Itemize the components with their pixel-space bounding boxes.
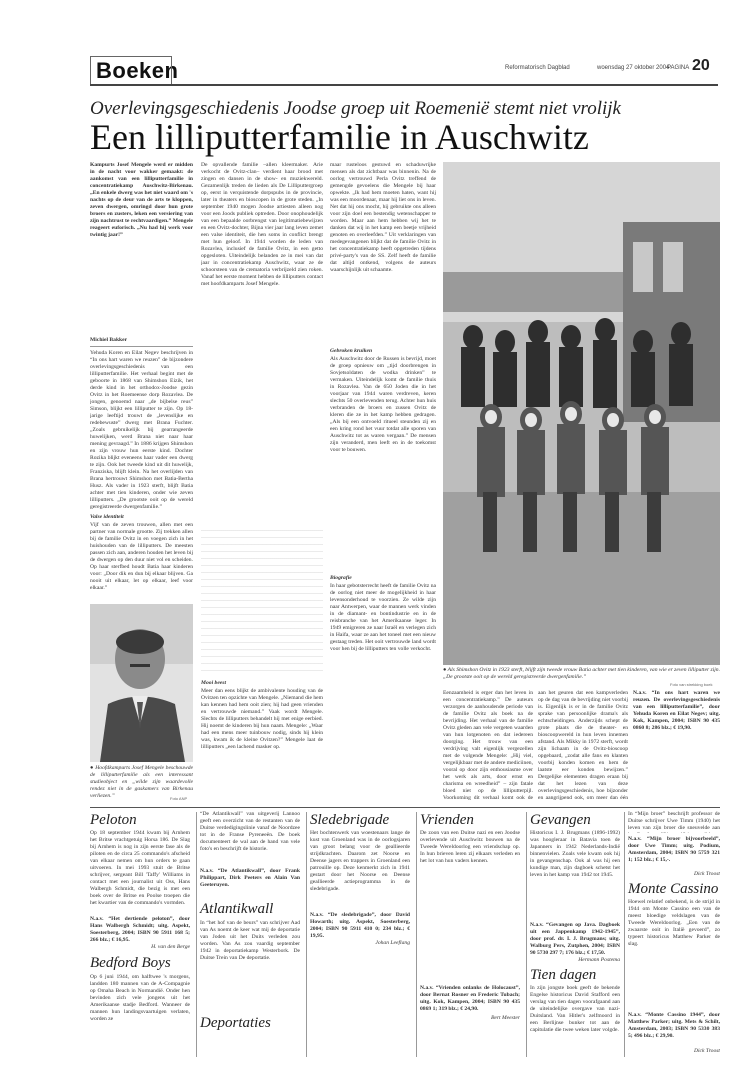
review-byline: H. van den Berge (151, 944, 190, 950)
column-divider (196, 812, 197, 1057)
col1-subheading: Valse identiteit (90, 514, 124, 520)
main-bottom-rule (90, 807, 720, 808)
review-body: In “het hof van de beurs” van schrijver Aad van As noemt de keer wat mij de deportatie van Joden uit het Duits verleden zou worden. Van As zou vaardig september 1942 in deportatiekamp Westerbork. De Duitse Trein van De deportatie. (200, 920, 300, 961)
review-byline: Hermann Postema (578, 957, 620, 963)
review-byline: Dick Troost (693, 871, 720, 877)
col1-body: Yehuda Koren en Eilat Negev beschrijven in “In ons hart waren we reuzen” de bijzondere overlevingsgeschiedenis van een lilliputterfamilie. Het verhaal begint met de geboorte in 1868 van Shimshon Eizik, het derde kind in het orthodox-Joodse gezin Ovitz in het Roemeense dorp Rozavlea. De jongen, genoemd naar „de bijbelse reus” Simson, blijkt een lilliputter te zijn. Op 18-jarige leeftijd trouwt de „levenslijke en redebewuste” dwerg met Brana Fuchter. „Zoals gebruikelijk bij gearrangeerde huwelijken, werd Brana niet naar haar mening gevraagd.” In 1886 krijgen Shimshon en zijn vrouw hun eerste kind. Dochter Rozika blijkt eveneens haar vader een dwerg te zijn. Ook het tweede kind uit dit huwelijk, Franziska, blijft klein. Na het overlijden van Brana hertrouwt Shimshon met Batia-Bertha Husz. Als vader in 1923 sterft, blijft Batia achter met tien kinderen, onder wie zeven lilliputters. „De grootste ooit op de wereld geregistreerde dwergenfamilie.” (90, 350, 193, 510)
review-heading: Atlantikwall (200, 901, 274, 917)
review-body: In zijn jongste boek geeft de bekende Engelse historicus David Stafford een verslag van tien dagen voorafgaand aan de uiteindelijke overgave van nazi-Duitsland. Van Hitler's zelfmoord in een Berlijnse bunker tot aan de capitulatie die twee weken later volgde. (530, 985, 620, 1033)
review-info: N.a.v. “De sledebrigade”, door David Howarth; uitg. Aspekt, Soesterberg, 2004; ISBN 90 5911 410 0; 234 blz.; € 19,95. (310, 912, 410, 938)
photo2-credit: Foto van strekking boek (670, 682, 713, 687)
article-title: Een lilliputterfamilie in Auschwitz (90, 117, 589, 157)
col5-body: aan het geuren dat een kampverleden op de dag van de bevrijding niet voorbij is. Eigenlijk is er in de familie Ovitz sprake van persoonlijke drama's als echtscheidingen. Anderzijds schept de grote plaats die de theater- en bioscoopwereld in hun leven innemen afstand. Als Mikky in 1972 sterft, wordt zijn lichaam in de Ovitz-bioscoop opgebaard, „zodat alle fans en klanten voorbij konden komen en hem de laatste eer konden bewijzen.” Dergelijke elementen dragen eraan bij dat het lezen van deze overlevingsgeschiedenis, hoe bijzonder en aangrijpend ook, om meer dan één (538, 690, 628, 801)
review-heading: Deportaties (200, 1015, 271, 1031)
review-info: N.a.v. “Gevangen op Java. Dagboek uit een Jappenkamp 1942-1945”, door prof. dr. I. J. Brugmans; uitg. Walburg Pers, Zutphen, 2004; ISBN 90 5730 297 7; 176 blz.; € 17,50. (530, 922, 620, 956)
col3-body2: Als Auschwitz door de Russen is bevrijd, moet de groep opnieuw om „tijd doorbrengen in Sovjetsoldaten de wodka drinken” te vermaken. Uiteindelijk komt de familie thuis in Rozavlea. Van de 650 Joden die in het voorjaar van 1944 waren verdreven, keren slechts 50 overlevenden terug. Achter hun huis verbranden de broers en zussen Ovitz de kleren die ze in het kamp hebben gedragen. „Als bij een ontvoeld ritueel steunden zij en een kring rond het vuur totdat alle sporen van Auschwitz tot as waren vergaan.” De mensen zijn veranderd, men leeft en in de toekomst voor te bouwen. (330, 356, 436, 453)
paper-name: Reformatorisch Dagblad (505, 65, 570, 71)
review-info: N.a.v. “Mijn broer bijvoorbeeld”, door Uwe Timm; uitg. Podium, Amsterdam, 2004; ISBN 90 5759 321 1; 152 blz.; € 15,-. (628, 836, 720, 863)
review-body: De zoon van een Duitse nazi en een Joodse overlevende uit Auschwitz bouwen na de Tweede Wereldoorlog een vriendschap op. In hun brieven leren zij elkaars verleden en het lot van hun vaders kennen. (420, 830, 520, 864)
review-info: N.a.v. “Monte Cassino 1944”, door Matthew Parker; uitg. Mets & Schilt, Amsterdam, 2003; ISBN 90 5330 383 5; 496 blz.; € 29,90. (628, 1012, 720, 1039)
col3-subheading: Gebroken kruiken (330, 348, 373, 354)
review-heading: Vrienden (420, 812, 474, 828)
col2-filler (201, 530, 323, 676)
review-info: N.a.v. “Het dertiende peloton”, door Hans Walbergh Schmidt; uitg. Aspekt, Soesterberg, 2004; ISBN 90 5911 168 5; 266 blz.; € 16,95. (90, 916, 190, 942)
header-date: woensdag 27 oktober 2004 (597, 65, 670, 71)
column-divider (526, 812, 527, 1057)
review-heading: Gevangen (530, 812, 591, 828)
photo1-credit: Foto ANP (170, 796, 188, 801)
col1-body2: Vijf van de zeven trouwen, allen met een partner van normale grootte. Zij trekken allen bij de familie Ovitz in en voegen zich in het huishouden van de lilliputters. De meesten passen zich aan, anderen houden het leven bij de dwergen op den duur niet vol en scheiden. Op haar sterfbed houdt Batia haar kinderen voor: „Door dik en dun bij elkaar blijven. Ga nooit uit elkaar, let op elkaar, leef voor elkaar.” (90, 522, 193, 591)
lead-paragraph: Kampurts Josef Mengele werd er midden in de nacht voor wakker gemaakt: de aankomst van een lilliputterfamilie in concentratiekamp Auschwitz-Birkenau. „En enkele dwerg was het niet waard om 's nachts op de deur van de arts te kloppen, zeven dwergen, omringd door hun grote broers en zusters, leken een versiering van zijn nachtrust te rechtvaardigen.” Mengele reageert euforisch. „Nu had hij werk voor twintig jaar!” (90, 162, 193, 238)
column-divider (306, 812, 307, 1057)
photo1-caption: ● Hoofdkampurts Josef Mengele beschouwde de lilliputterfamilie als een interessant studieobject en „wilde zijn waardevolle rendez niet in de gaskamers van Birkenau verliezen.” (90, 765, 193, 799)
page-label: PAGINA (667, 65, 690, 71)
page-number: 20 (692, 57, 710, 74)
col2-subheading: Mooi beest (201, 680, 227, 686)
col3-body: maar rusteloos gestuwd en schaduwrijke mensen als dat zichtbaar was binnenin. Na de oorlog vertrouwd Perla Ovitz treffend de gemengde gevoelens die Mengele bij haar opwekte. „Ik had hem moeten haten, want hij was een moordenaar, maar hij liet ons in leven. Net dat hij ons mocht, hij gebruikte ons alleen voor zijn doel een bestendig wetenschapper te worden. Maar aan hem hebben wij het te danken dat wij in het kamp een beetje vrijheid genoten en overleefden.” Uit verklaringen van medegevangenen blijkt dat de familie Ovitz in het concentratiekamp heeft opgetreden tijdens privé-party's van de SS. Zelf heeft de familie dat altijd ontkend, volgens de auteurs waarschijnlijk uit schaamte. (330, 162, 436, 273)
review-heading: Monte Cassino (628, 881, 719, 897)
review-info: N.a.v. “De Atlantikwall”, door Frank Philippart, Dirk Peeters en Alain Van Geeteruyen. (200, 868, 300, 888)
review-heading: Peloton (90, 812, 137, 828)
section-title: Boeken (96, 58, 179, 83)
author-name: Michiel Bakker (90, 337, 128, 343)
review-body: Op 6 juni 1944, om halftwee 's morgens, landden 180 mannen van de A-Compagnie op Omaha Beach in Normandië. Onder hen bevinden zich vele jongens uit het Amerikaanse stadje Bedford. Wanneer de mannen hun landingsvaartuigen verlaten, worden ze (90, 974, 190, 1022)
review-body: In “Mijn broer” beschrijft professor de Duitse schrijver Uwe Timm (1940) het leven van zijn broer die sneuvelde aan (628, 811, 720, 831)
author-rule (90, 346, 193, 347)
col4-body: Eenzaamheid is erger dan het leven in een concentratiekamp.” De auteurs verzorgen de aanhoudende periode van de familie Ovitz als boek na de bevrijding. Het verhaal van de familie Ovitz gleden aan vele vergeten waarden van hun lotgenoten en dat iedereen doorging. Het trouw van een verdrijving valt eigenlijk vergezellen met de volgende Mengele: „Hij viel, vergelijkbaar met de andere mediciinen, vooral op door zijn enthousiasme over het werk als arts, door ernst en charisma en wreedheid” – zijn fatale bloed niet op de lilliputterpijl. Voorkoming dit verhaal komt ook de (443, 690, 533, 801)
photo2-caption: ● Als Shimshon Ovitz in 1923 sterft, blijft zijn tweede vrouw Batia achter met tien kinderen, van wie er zeven lilliputter zijn. „De grootste ooit op de wereld geregistreerde dwergenfamilie.” (443, 667, 720, 680)
section-box (90, 56, 172, 84)
article-kicker: Overlevingsgeschiedenis Joodse groep uit Roemenië stemt niet vrolijk (90, 98, 621, 119)
col2-body2: Meer dan eens blijkt de ambivalente houding van de Ovitzen ten opzichte van Mengele. „Niemand die hem kan kennen had hem ooit zien; hij had geen vrienden en vertrouwde niemand.” Vaak wordt Mengele. Slechts de lilliputters behandelt hij met enige eerbied. Hij noemt de kinderen bij hun naam. Mengele: „Waar had een mens meer tuinbouw nodig, sinds hij klein was, kwam ik de kleine Ovitzen?” Mengele laat de lilliputters „een lachend masker op. (201, 688, 323, 750)
review-body: Hoewel relatief onbekend, is de strijd in 1944 om Monte Cassino een van de meest bloedige veldslagen van de Tweede Wereldoorlog. „Een van de zwaarste ooit in Italië gevoerd”, zo typeert historicus Matthew Parker de slag. (628, 899, 720, 947)
review-byline: Dick Troost (693, 1048, 720, 1054)
review-body: Het bochtenwerk van woestenaars lange de kust van Groenland was in de oorlogsjaren van groot belang voor de geallieerde strijdkrachten. Daarom zet Noorse en Deense jagers en trappers in Groenland een patrouille op. Deze kenmerkt zich in 1941 gestart door het Noorse en Deense geallieerde actieprogramma in de sledebrigade. (310, 830, 410, 892)
column-divider (416, 812, 417, 1057)
review-heading: Bedford Boys (90, 955, 171, 971)
mengele-photo (90, 604, 193, 762)
review-byline: Bert Meester (490, 1015, 520, 1021)
book-info: N.a.v. “In ons hart waren we reuzen. De overlevingsgeschiedenis van een lilliputterfamilie”, door Yehuda Koren en Eilat Negev; uitg. Kok, Kampen, 2004; ISBN 90 435 0860 8; 286 blz.; € 19,90. (633, 690, 720, 731)
review-heading: Tien dagen (530, 967, 597, 983)
review-body: Historicus I. J. Brugmans (1896-1992) was hoogleraar in Batavia toen de Japanners in 1942 Nederlands-Indië binnenvielen. Zoals vele kwam ook hij in gevangenschap. Ook al was hij een kundige man, zijn dagboek schetst het leven in het kamp van 1942 tot 1945. (530, 830, 620, 878)
column-divider (624, 812, 625, 1057)
review-info: N.a.v. “Vrienden onlanks de Holocaust”, door Bernat Rosner en Frederic Tubach; uitg. Kok, Kampen, 2004; ISBN 90 435 0869 1; 319 blz.; € 24,90. (420, 985, 520, 1012)
col3-body3: In haar gebotsterrecht heeft de familie Ovitz na de oorlog niet meer de mogelijkheid in haar levensonderhoud te voorzien. Ze wilde zijn naar Antwerpen, waar de mannen werk vinden in de diamant- en bontindustrie en in de reisbranche van het Amerikaanse leger. In 1949 emigreren ze naar Israël en verlegen zich in Haifa, waar ze aan het toneel met een nieuw gestaag treden. Het ooit vertrouwde land wordt voor hen bij de lilliputters ten volle verkocht. (330, 583, 436, 652)
col2-body: De opvallende familie –allen kleermaker. Arie verkocht de Ovitz-clan– verdient haar brood met zingen en dansen in de show- en muziekwereld. Gezamenlijk treden de lieden als De Lilliputtergroep op, eerst in verquistende dorpspubs in de provincie, later in theaters en bioscopen in de grote steden. „In september 1940 mogen Joodse artiesten alleen nog voor een Joods publiek optreden. Door onophoudelijk van een bepaalde oorbrengst van legitimatiebewijzen en een Ovitz-dochter, Bijna vier jaar lang leven zemet een valse identiteit, die hen soms in conflict brengt met hun geloof. In 1944 worden de leden van Rozavlea, inclusief de familie Ovitz, in een getto opgesloten. Uiteindelijk belanden ze in mei van dat jaar in concentratiekamp Auschwitz, waar ze de schoorsteen van de crematoria verbrijzeld zien roken. Vanaf het eerste moment hebben de lilliputters contact met hoofdkamparts Josef Mengele. (201, 162, 323, 287)
review-body: Op 18 september 1944 kwam bij Arnhem het Britse vrachtgetuig Horsa 186. De Slag bij Arnhem is nog in zijn eerste fase als de piloten en de circa 25 commando's afscheid van elkaar nemen om hun orders te gaan uitvoeren. In mei 1993 stuit de Britse schrijver, sergeant Bill 'Taffy' Williams in contact met een journalist uit Oss, Hans Walbergh Schmidt, die bezig is met een boek over de Britse en Poolse troepen die het kwartier van de commando's vormden. (90, 830, 190, 906)
review-heading: Sledebrigade (310, 812, 390, 828)
family-photo (443, 162, 720, 665)
col3-subheading2: Biografie (330, 575, 352, 581)
header-bar (90, 84, 718, 86)
review-byline: Johan Leeflang (375, 940, 410, 946)
review-body: “De Atlantikwall” van uitgeverij Lannoo geeft een overzicht van de restanten van de Duitse verdedigingslinie vanaf de Noordzee tot in de Franse Pyreneeën. De boek documenteert de wal aan de hand van vele foto's en beschrijft de historie. (200, 811, 300, 852)
